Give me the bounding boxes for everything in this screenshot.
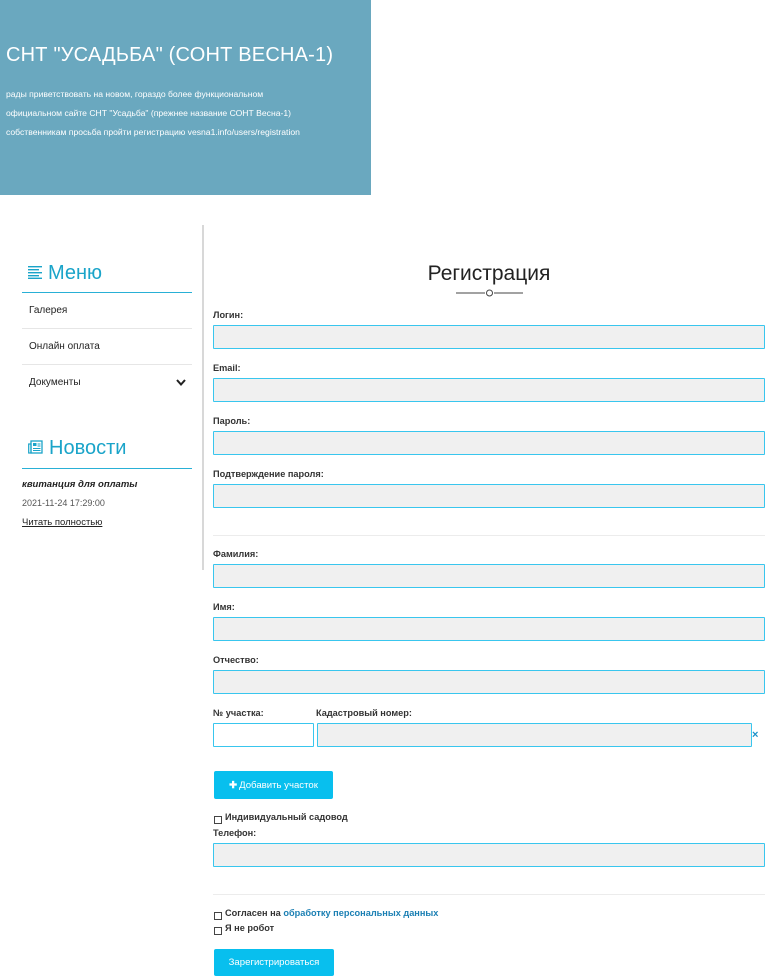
plus-icon: ✚: [229, 779, 238, 791]
news-read-more-link[interactable]: Читать полностью: [22, 517, 103, 528]
add-plot-button-label: Добавить участок: [239, 779, 318, 791]
form-separator-2: [213, 894, 765, 895]
hero-text-line-2: официальном сайте СНТ "Усадьба" (прежнее название СОНТ Весна-1): [6, 108, 291, 118]
news-heading-label: Новости: [49, 437, 127, 459]
individual-gardener-checkbox[interactable]: [214, 816, 222, 824]
menu-heading: [28, 262, 102, 285]
news-item-date: 2021-11-24 17:29:00: [22, 498, 105, 508]
sidebar-item-label: Документы: [29, 377, 81, 388]
not-robot-label: Я не робот: [225, 923, 275, 933]
title-ornament: [456, 288, 523, 298]
personal-data-link[interactable]: обработку персональных данных: [283, 908, 439, 918]
remove-plot-icon[interactable]: ×: [752, 729, 759, 741]
menu-heading-label: Меню: [48, 262, 103, 284]
register-button-label: Зарегистрироваться: [228, 957, 320, 968]
phone-input[interactable]: [213, 843, 765, 867]
news-item-title: квитанция для оплаты: [22, 479, 138, 490]
surname-label: Фамилия:: [213, 549, 259, 559]
hero-text-line-1: рады приветствовать на новом, гораздо более функциональном: [6, 89, 264, 99]
login-input[interactable]: [213, 325, 765, 349]
password-confirm-label: Подтверждение пароля:: [213, 469, 324, 479]
patronymic-label: Отчество:: [213, 655, 259, 665]
surname-input[interactable]: [213, 564, 765, 588]
cadastral-number-input[interactable]: [317, 723, 752, 747]
sidebar-divider: [202, 225, 204, 570]
news-heading-rule: [22, 468, 192, 469]
page-title: Регистрация: [427, 262, 551, 285]
sidebar-item-gallery[interactable]: [22, 293, 192, 329]
plot-number-label: № участка:: [213, 708, 264, 718]
sidebar-item-online-payment[interactable]: [22, 329, 192, 365]
email-label: Email:: [213, 363, 241, 373]
phone-label: Телефон:: [213, 828, 257, 838]
list-lines-icon: [28, 262, 42, 285]
name-input[interactable]: [213, 617, 765, 641]
not-robot-checkbox[interactable]: [214, 927, 222, 935]
sidebar-item-label: Галерея: [29, 305, 68, 316]
plot-number-input[interactable]: [213, 723, 314, 747]
email-input[interactable]: [213, 378, 765, 402]
individual-gardener-label: Индивидуальный садовод: [225, 812, 348, 822]
sidebar-item-documents[interactable]: [22, 365, 192, 401]
hero-banner: [0, 0, 371, 195]
patronymic-input[interactable]: [213, 670, 765, 694]
consent-checkbox[interactable]: [214, 912, 222, 920]
form-separator: [213, 535, 765, 536]
news-heading: [28, 437, 126, 460]
password-label: Пароль:: [213, 416, 251, 426]
consent-label-text: Согласен на: [225, 908, 281, 918]
add-plot-button[interactable]: [214, 771, 333, 799]
password-confirm-input[interactable]: [213, 484, 765, 508]
name-label: Имя:: [213, 602, 235, 612]
consent-label: [225, 908, 438, 918]
register-button[interactable]: [214, 949, 334, 976]
login-label: Логин:: [213, 310, 244, 320]
newspaper-icon: [28, 437, 43, 460]
password-input[interactable]: [213, 431, 765, 455]
chevron-down-icon[interactable]: [176, 365, 186, 417]
hero-text-line-3: собственникам просьба пройти регистрацию vesna1.info/users/registration: [6, 127, 300, 137]
sidebar-item-label: Онлайн оплата: [29, 341, 100, 352]
cadastral-number-label: Кадастровый номер:: [316, 708, 412, 718]
site-title: СНТ "УСАДЬБА" (СОНТ ВЕСНА-1): [6, 44, 334, 66]
